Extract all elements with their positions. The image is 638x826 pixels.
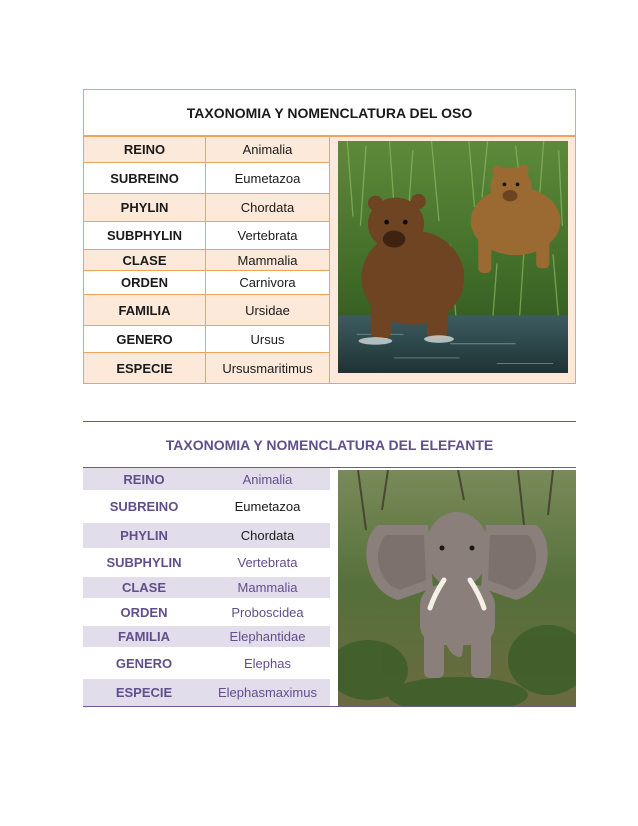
- value-cell: Chordata: [240, 528, 295, 543]
- rank-cell: ORDEN: [120, 604, 168, 620]
- rank-cell: FAMILIA: [84, 295, 206, 325]
- table-row: [84, 353, 329, 383]
- rank-cell: GENERO: [84, 326, 206, 352]
- table-row: [83, 626, 330, 647]
- value-cell: Mammalia: [237, 252, 298, 268]
- table-row: [83, 548, 330, 577]
- rank-cell: ORDEN: [84, 271, 206, 294]
- rank-cell: FAMILIA: [118, 629, 170, 644]
- rank-cell: REINO: [84, 137, 206, 162]
- table-row: [83, 468, 330, 490]
- table-bottom-border: [83, 706, 576, 707]
- value-cell: Animalia: [242, 471, 293, 487]
- value-cell: Elephantidae: [229, 629, 306, 644]
- bear-image-cell: [329, 137, 575, 383]
- table-row: [84, 326, 329, 353]
- table-row: [83, 647, 330, 679]
- bear-photo: [338, 141, 568, 373]
- table-row: [83, 523, 330, 548]
- value-cell: Eumetazoa: [234, 170, 301, 186]
- rank-cell: CLASE: [121, 580, 167, 595]
- table-row: [84, 295, 329, 326]
- rank-cell: ESPECIE: [84, 353, 206, 383]
- rank-cell: ESPECIE: [115, 685, 173, 700]
- bear-taxonomy-table: [83, 89, 576, 384]
- elephant-taxonomy-table: [83, 421, 576, 707]
- table-row: [84, 250, 329, 271]
- elephant-image-cell: [338, 470, 576, 706]
- value-cell: Ursusmaritimus: [222, 360, 313, 376]
- table-row: [83, 490, 330, 523]
- rank-cell: GENERO: [115, 655, 173, 671]
- table-row: [84, 271, 329, 295]
- value-cell: Ursus: [250, 331, 285, 347]
- rank-cell: CLASE: [84, 250, 206, 270]
- value-cell: Mammalia: [237, 580, 298, 595]
- rank-cell: PHYLIN: [84, 194, 206, 221]
- elephant-table-title: TAXONOMIA Y NOMENCLATURA DEL ELEFANTE: [83, 422, 576, 468]
- rank-cell: SUBPHYLIN: [106, 555, 182, 570]
- table-row: [84, 194, 329, 222]
- table-row: [83, 598, 330, 626]
- rank-cell: SUBREINO: [84, 163, 206, 193]
- value-cell: Eumetazoa: [234, 499, 301, 514]
- table-row: [83, 577, 330, 598]
- table-row: [84, 137, 329, 163]
- rank-cell: PHYLIN: [120, 528, 168, 543]
- value-cell: Elephasmaximus: [218, 685, 317, 700]
- table-row: [83, 679, 330, 706]
- value-cell: Vertebrata: [237, 555, 298, 570]
- elephant-photo: [338, 470, 576, 706]
- value-cell: Elephas: [244, 655, 291, 671]
- rank-cell: SUBPHYLIN: [84, 222, 206, 249]
- value-cell: Ursidae: [245, 302, 290, 318]
- value-cell: Vertebrata: [237, 228, 298, 243]
- value-cell: Animalia: [242, 142, 293, 157]
- rank-cell: SUBREINO: [109, 499, 179, 514]
- table-row: [84, 222, 329, 250]
- table-row: [84, 163, 329, 194]
- value-cell: Chordata: [240, 200, 295, 215]
- value-cell: Carnivora: [239, 275, 296, 290]
- rank-cell: REINO: [123, 471, 165, 487]
- bear-table-title: TAXONOMIA Y NOMENCLATURA DEL OSO: [84, 90, 575, 137]
- value-cell: Proboscidea: [231, 604, 304, 620]
